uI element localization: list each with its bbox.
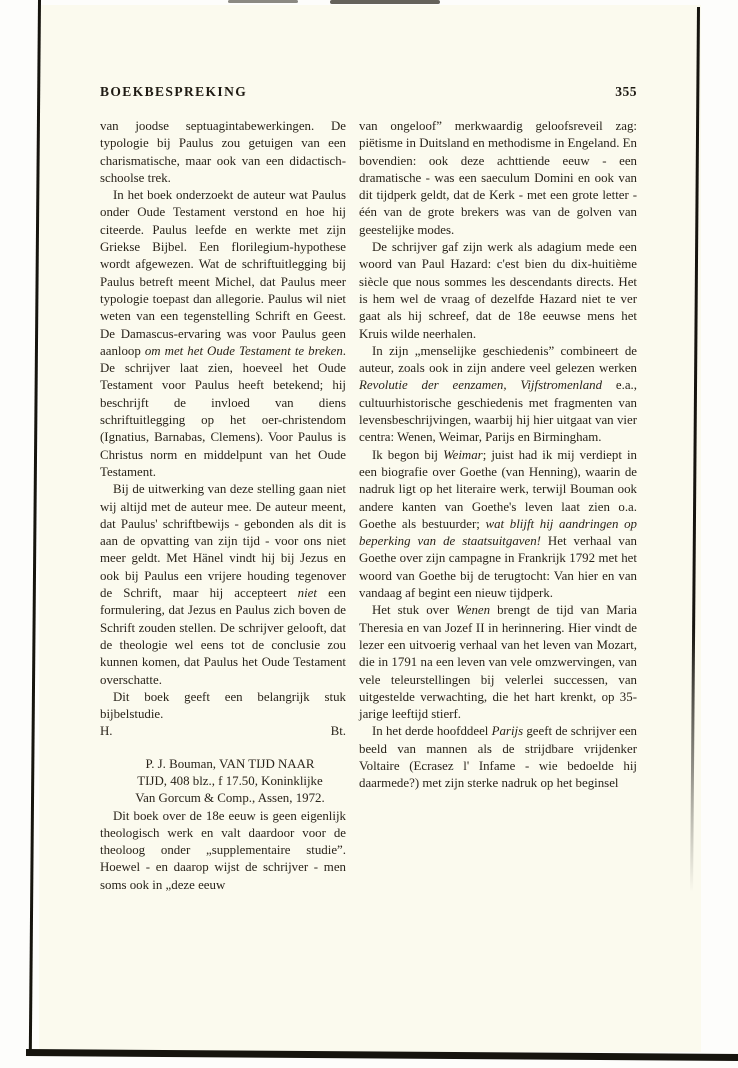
paragraph bbox=[100, 808, 346, 894]
text-run: De schrijver gaf zijn werk als adagium mede een woord van Paul Hazard: c'est bien du dix-huitième siècle que nous sommes les descendants directs. Het is hem wel de vraag of dezelfde Hazard niet te ver gaat als hij schreef, dat de 18e eeuwse mens het Kruis wilde neerhalen. bbox=[359, 240, 637, 341]
page-content bbox=[100, 84, 637, 894]
paragraph bbox=[100, 689, 346, 724]
emphasized-text: Wenen bbox=[456, 603, 491, 618]
page-header bbox=[100, 84, 637, 100]
emphasized-text: niet bbox=[297, 586, 317, 601]
text-run: brengt de tijd van Maria Theresia en van Jozef II in herinnering. Hier vindt de lezer een uitvoerig verhaal van het leven van Mozart, die in 1791 na een leven van vele omzwervingen, van vele teleurstellingen bij velerlei successen, van uitgestelde verwachting, die het hart krenkt, op 35-jarige leeftijd stierf. bbox=[359, 603, 637, 722]
paragraph bbox=[359, 447, 637, 603]
reviewer-initial-right: Bt. bbox=[330, 724, 346, 739]
text-run: In het boek onderzoekt de auteur wat Paulus onder Oude Testament verstond en hoe hij citeerde. Paulus leefde en werkte met zijn Griekse Bijbel. Een florilegium-hypothese wordt afgewezen. Wat de schriftuitlegging bij Paulus betreft meent Michel, dat Paulus meer typologie toepast dan allegorie. Paulus wil niet weten van een tegenstelling Schrift en Geest. De Damascus-ervaring was voor Paulus geen aanloop bbox=[100, 188, 346, 358]
text-run: . De schrijver laat zien, hoeveel het Oude Testament voor Paulus heeft betekend; hij beschrijft de invloed van diens schriftuitlegging op het oer-christendom (Ignatius, Barnabas, Clemens). Voor Paulus is Christus norm en middelpunt van het Oude Testament. bbox=[100, 343, 347, 479]
text-run: van joodse septuagintabewerkingen. De typologie bij Paulus zou getuigen van een charismatische, maar ook van een didactisch-schoolse trek. bbox=[100, 119, 346, 185]
text-run: ; juist had ik mij verdiept in een biografie over Goethe (van Henning), waarin de nadruk ligt op het literaire werk, terwijl Bouman ook andere kanten van Goethe's leven laat zien o.a. Goethe als bestuurder; bbox=[359, 447, 637, 531]
text-run: P. J. Bouman, VAN TIJD NAAR TIJD, 408 blz., f 17.50, Koninklijke Van Gorcum & Comp., Assen, 1972. bbox=[135, 756, 325, 806]
paragraph bbox=[100, 187, 346, 481]
scan-smudge bbox=[330, 0, 440, 4]
text-run: een formulering, dat Jezus en Paulus zich boven de Schrift zouden stellen. De schrijver gelooft, dat de theologie wel eens tot de conclusie zou kunnen komen, dat Paulus het Oude Testament overschatte. bbox=[100, 586, 346, 687]
emphasized-text: Revolutie der eenzamen, Vijfstromenland bbox=[359, 378, 603, 393]
text-run: Dit boek over de 18e eeuw is geen eigenlijk theologisch werk en valt daardoor voor de theoloog onder „supplementaire studie”. Hoewel - en daarop wijst de schrijver - men soms ook in „deze eeuw bbox=[100, 808, 346, 892]
paragraph bbox=[100, 481, 346, 689]
text-run: van ongeloof” merkwaardig geloofsreveil zag: piëtisme in Duitsland en methodisme in Engeland. En bovendien: ook deze achttiende eeuw - een dramatische - was een saeculum Domini en ook van dit tijdperk geldt, dat de Kerk - met een grote letter - één van de grote brekers was van de golven van geestelijke modes. bbox=[359, 119, 637, 237]
text-run: In het derde hoofddeel bbox=[372, 724, 492, 739]
emphasized-text: om met het Oude Testament te breken bbox=[144, 343, 343, 358]
reviewer-initial-left: H. bbox=[100, 724, 113, 739]
text-run: geeft de schrijver een beeld van mannen als de strijdbare vrijdenker Voltaire (Ecrasez l' Infame - wie bedoelde hij daarmede?) met zijn sterke nadruk op het beginsel bbox=[359, 724, 637, 791]
paragraph bbox=[359, 343, 637, 447]
text-run: Het verhaal van Goethe over zijn campagne in Frankrijk 1792 met het woord van Goethe bij de terugtocht: Van hier en van vandaag af begint een nieuw tijdperk. bbox=[359, 534, 637, 601]
paragraph bbox=[359, 239, 637, 343]
emphasized-text: wat blijft hij aandringen op beperking van de staatsuitgaven! bbox=[359, 516, 637, 549]
text-run: Bij de uitwerking van deze stelling gaan niet wij altijd met de auteur mee. De auteur meent, dat Paulus' schriftbewijs - gebonden als dit is aan de opvatting van zijn tijd - voor ons niet meer geldt. Met Hänel vindt hij bij Jezus en ook bij Paulus een vrijere houding tegenover de Schrift, maar hij accepteert bbox=[100, 482, 346, 601]
column-left bbox=[100, 118, 346, 894]
reviewer-signature-line bbox=[100, 723, 346, 740]
text-columns bbox=[100, 118, 637, 894]
scan-smudge bbox=[228, 0, 298, 3]
book-citation bbox=[132, 756, 328, 808]
text-run: Ik begon bij bbox=[372, 447, 444, 462]
text-run: e.a., cultuurhistorische geschiedenis met fragmenten van levensbeschrijvingen, waarbij hij hier uitgaat van vier centra: Wenen, Weimar, Parijs en Birmingham. bbox=[359, 378, 637, 445]
text-run: In zijn „menselijke geschiedenis” combineert de auteur, zoals ook in zijn andere veel gelezen werken bbox=[359, 343, 637, 376]
emphasized-text: Parijs bbox=[491, 724, 524, 739]
paragraph bbox=[359, 602, 637, 723]
running-title: BOEKBESPREKING bbox=[100, 84, 248, 99]
paragraph bbox=[100, 118, 346, 187]
paragraph bbox=[359, 118, 637, 239]
emphasized-text: Weimar bbox=[443, 447, 483, 462]
paragraph bbox=[359, 723, 637, 792]
page-number: 355 bbox=[615, 84, 637, 99]
column-right bbox=[359, 118, 637, 894]
text-run: Dit boek geeft een belangrijk stuk bijbelstudie. bbox=[100, 689, 346, 722]
text-run: Het stuk over bbox=[372, 603, 457, 618]
